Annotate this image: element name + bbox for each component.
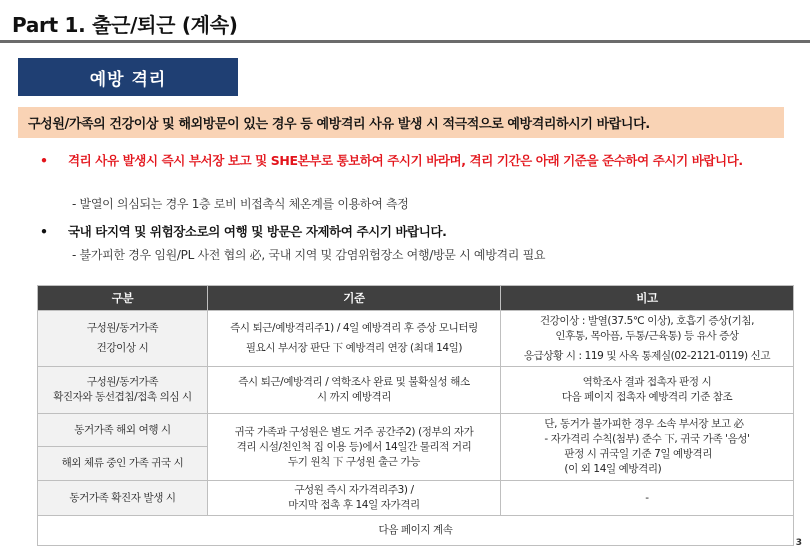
row-category	[38, 311, 208, 367]
row-category	[38, 414, 208, 447]
cell-line: 즉시 퇴근/예방격리주1) / 4일 예방격리 후 증상 모니터링	[230, 322, 478, 334]
cell-line: 귀국 가족과 구성원은 별도 거주 공간주2) (정부의 자가	[234, 425, 474, 438]
header-criteria: 기준	[208, 286, 501, 311]
row-criteria	[208, 367, 501, 414]
cell-line: 건강이상 : 발열(37.5℃ 이상), 호흡기 증상(기침,	[539, 314, 755, 327]
title-divider	[0, 40, 810, 43]
cell-line: 단, 동거가 불가피한 경우 소속 부서장 보고 必	[544, 418, 744, 430]
bullet-marker: •	[40, 224, 48, 239]
cell-line: 동거가족 확진자 발생 시	[69, 491, 176, 504]
cell-line: 격리 시설/친인척 집 이용 등)에서 14일간 물리적 거리	[236, 440, 472, 453]
table-row	[38, 481, 794, 516]
page-title: Part 1. 출근/퇴근 (계속)	[12, 13, 238, 37]
row-note	[501, 481, 794, 516]
header-category: 구분	[38, 286, 208, 311]
row-note	[501, 414, 794, 481]
bullet-subtext: - 발열이 의심되는 경우 1층 로비 비접촉식 체온계를 이용하여 측정	[72, 197, 409, 211]
table-row	[38, 414, 794, 447]
row-note	[501, 367, 794, 414]
row-criteria	[208, 311, 501, 367]
quarantine-criteria-table	[37, 285, 794, 546]
bullet-item	[40, 152, 770, 169]
cell-line: 인후통, 목아픔, 두통/근육통) 등 유사 증상	[555, 329, 739, 342]
bullet-marker: •	[40, 153, 48, 168]
bullet-text: 국내 타지역 및 위험장소로의 여행 및 방문은 자제하여 주시기 바랍니다.	[68, 224, 447, 239]
row-category	[38, 481, 208, 516]
cell-line: 다음 페이지 접촉자 예방격리 기준 참조	[561, 391, 733, 403]
cell-line: 확진자와 동선겹침/접촉 의심 시	[53, 391, 192, 403]
page-number: 3	[795, 538, 802, 548]
cell-line: 구성원/동거가족	[86, 376, 159, 388]
bullet-item	[40, 223, 770, 240]
cell-line: 마지막 접촉 후 14일 자가격리	[288, 499, 420, 511]
row-note	[501, 311, 794, 367]
section-label: 예방 격리	[18, 58, 238, 96]
cell-line: 필요시 부서장 판단 下 예방격리 연장 (최대 14일)	[245, 342, 463, 354]
cell-line: 두기 원칙 下 구성원 출근 가능	[288, 455, 420, 468]
cell-line: 역학조사 결과 접촉자 판정 시	[582, 376, 712, 388]
cell-line: 시 까지 예방격리	[316, 391, 392, 403]
row-criteria	[208, 414, 501, 481]
bullet-text: 격리 사유 발생시 즉시 부서장 보고 및 SHE본부로 통보하여 주시기 바라며, 격리 기간은 아래 기준을 준수하여 주시기 바랍니다.	[68, 153, 743, 168]
row-criteria	[208, 481, 501, 516]
table-footer: 다음 페이지 계속	[38, 516, 794, 546]
cell-line: -	[645, 491, 649, 504]
cell-line: 구성원 즉시 자가격리주3) /	[294, 484, 414, 496]
cell-line: 응급상황 시 : 119 및 사옥 통제실(02-2121-0119) 신고	[523, 349, 771, 362]
cell-line: 건강이상 시	[96, 342, 149, 354]
cell-line: 동거가족 해외 여행 시	[74, 423, 171, 436]
table-footer-row	[38, 516, 794, 546]
table-row	[38, 311, 794, 367]
row-category	[38, 367, 208, 414]
cell-line: 구성원/동거가족	[86, 322, 159, 334]
cell-line: 해외 체류 중인 가족 귀국 시	[61, 457, 184, 469]
cell-line: - 자가격리 수칙(첨부) 준수 下, 귀국 가족 '음성'	[544, 433, 750, 445]
notice-banner: 구성원/가족의 건강이상 및 해외방문이 있는 경우 등 예방격리 사유 발생 시 적극적으로 예방격리하시기 바랍니다.	[18, 107, 784, 138]
row-category	[38, 447, 208, 481]
header-note: 비고	[501, 286, 794, 311]
table-header-row	[38, 286, 794, 311]
cell-line: (이 외 14일 예방격리)	[564, 463, 662, 475]
cell-line: 판정 시 귀국일 기준 7일 예방격리	[564, 448, 713, 460]
cell-line: 즉시 퇴근/예방격리 / 역학조사 완료 및 불확실성 해소	[238, 376, 470, 388]
bullet-subtext: - 불가피한 경우 임원/PL 사전 협의 必, 국내 지역 및 감염위험장소 여행/방문 시 예방격리 필요	[72, 248, 546, 262]
table-row	[38, 367, 794, 414]
